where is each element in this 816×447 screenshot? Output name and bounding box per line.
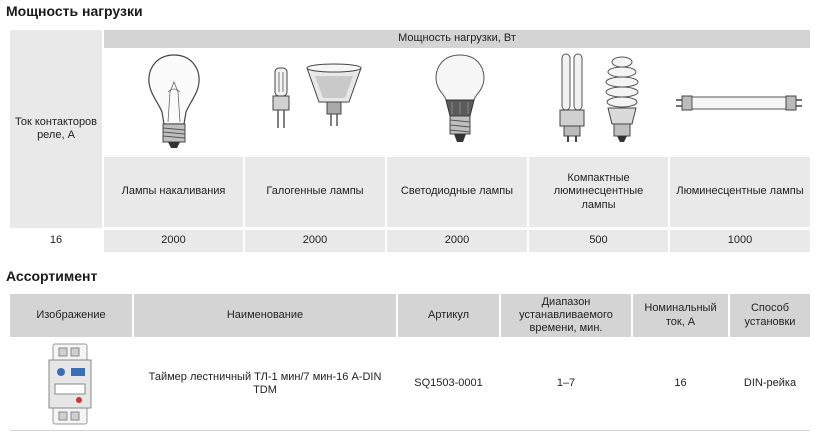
header-mount: Способ установки — [730, 294, 810, 337]
lamp-label-compact-fluorescent: Компактные люминесцентные лампы — [529, 157, 668, 227]
lamp-label-fluorescent: Люминесцентные лампы — [670, 157, 810, 227]
incandescent-bulb-icon — [144, 52, 204, 150]
group-header-power: Мощность нагрузки, Вт — [104, 30, 810, 48]
compact-fluorescent-lamp-icon — [556, 52, 656, 150]
row-current: 16 — [633, 339, 728, 429]
power-value-incandescent: 2000 — [104, 230, 243, 252]
current-value: 16 — [10, 230, 102, 252]
lamp-label-led: Светодиодные лампы — [387, 157, 527, 227]
lamp-label-halogen: Галогенные лампы — [245, 157, 385, 227]
fluorescent-tube-icon — [674, 88, 804, 118]
header-range: Диапазон устанавливаемого времени, мин. — [501, 294, 631, 337]
row-header-current: Ток контакторов реле, А — [10, 30, 102, 228]
row-name: Таймер лестничный ТЛ-1 мин/7 мин-16 A-DIN TDM — [134, 339, 396, 429]
power-value-compact-fluorescent: 500 — [529, 230, 668, 252]
halogen-lamp-icon — [269, 62, 369, 144]
load-section-title: Мощность нагрузки — [6, 3, 143, 19]
lamp-images-row — [104, 48, 810, 156]
row-range: 1–7 — [501, 339, 631, 429]
header-image: Изображение — [10, 294, 132, 337]
header-current: Номинальный ток, А — [633, 294, 728, 337]
row-divider — [10, 430, 810, 431]
power-value-halogen: 2000 — [245, 230, 385, 252]
row-image-cell — [10, 339, 132, 429]
row-article: SQ1503-0001 — [398, 339, 499, 429]
assortment-section-title: Ассортимент — [6, 268, 98, 284]
header-name: Наименование — [134, 294, 396, 337]
din-rail-timer-device-icon — [45, 340, 97, 428]
led-bulb-icon — [432, 52, 488, 150]
power-value-fluorescent: 1000 — [670, 230, 810, 252]
lamp-label-incandescent: Лампы накаливания — [104, 157, 243, 227]
power-value-led: 2000 — [387, 230, 527, 252]
row-mount: DIN-рейка — [730, 339, 810, 429]
header-article: Артикул — [398, 294, 499, 337]
